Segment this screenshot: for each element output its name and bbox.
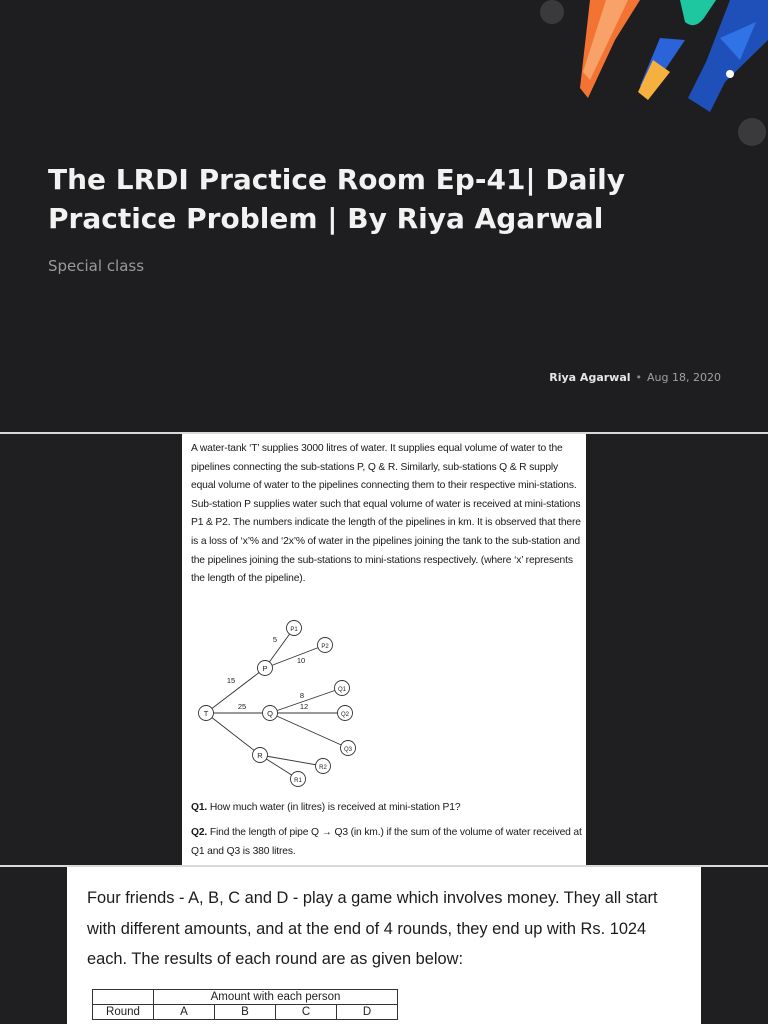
- edge-label-TQ: 25: [237, 702, 247, 711]
- node-P: P: [262, 664, 268, 673]
- node-Q: Q: [267, 709, 273, 718]
- question-1: [191, 799, 583, 818]
- edge-label-QQ1: 8: [299, 691, 305, 700]
- table-corner-cell: [93, 990, 154, 1005]
- column-header-b: B: [215, 1005, 276, 1020]
- class-type-label: Special class: [48, 257, 145, 275]
- node-T: T: [203, 709, 209, 718]
- edge-label-PP1: 5: [272, 635, 278, 644]
- edge-label-QQ2: 12: [299, 702, 309, 711]
- problem-statement: A water-tank ‘T’ supplies 3000 litres of water. It supplies equal volume of water to the pipelines connecting the sub-stations P, Q & R. Similarly, sub-stations Q & R supply equal volume of water to the pipelines connecting them to their respective mini-stations. Sub-station P supplies water such that equal volume of water is received at mini-stations P1 & P2. The numbers indicate the length of the pipelines in km. It is observed that there is a loss of ‘x’% and ‘2x’% of water in the pipelines joining the tank to the sub-station and the pipelines joining the sub-stations to mini-stations respectively. (where ‘x’ represents the length of the pipeline).: [191, 443, 581, 585]
- node-R2: R2: [319, 765, 327, 771]
- node-P2: P2: [321, 644, 329, 650]
- author-name[interactable]: Riya Agarwal: [549, 371, 631, 384]
- node-R1: R1: [294, 778, 302, 784]
- column-header-c: C: [276, 1005, 337, 1020]
- column-header-d: D: [337, 1005, 398, 1020]
- problem-statement-2: Four friends - A, B, C and D - play a game which involves money. They all start with different amounts, and at the end of 4 rounds, they end up with Rs. 1024 each. The results of each round are as given below:: [87, 889, 658, 968]
- rounds-table: [92, 989, 398, 1020]
- class-title: The LRDI Practice Room Ep-41| Daily Practice Problem | By Riya Agarwal: [48, 163, 625, 235]
- question-1-label: Q1.: [191, 802, 208, 813]
- node-Q2: Q2: [340, 712, 350, 718]
- question-1-text: How much water (in litres) is received at mini-station P1?: [209, 802, 461, 813]
- problem-paragraph: [191, 440, 583, 589]
- problem-slide-water-tank: [0, 434, 768, 867]
- problem-sheet-2: [67, 867, 701, 1024]
- question-2-label: Q2.: [191, 827, 208, 838]
- meta-separator: •: [635, 371, 643, 384]
- node-P1: P1: [290, 627, 298, 633]
- column-header-a: A: [154, 1005, 215, 1020]
- class-date: Aug 18, 2020: [647, 371, 721, 384]
- title-slide: [0, 0, 768, 434]
- table-group-header: Amount with each person: [154, 990, 398, 1005]
- node-Q1: Q1: [337, 687, 347, 693]
- problem-sheet: [182, 434, 586, 865]
- edge-label-TP: 15: [226, 676, 236, 685]
- question-2: [191, 824, 583, 861]
- question-2-text: Find the length of pipe Q → Q3 (in km.) if the sum of the volume of water received at Q1 and Q3 is 380 litres.: [191, 827, 582, 857]
- class-meta: [549, 371, 721, 384]
- column-header-round: Round: [93, 1005, 154, 1020]
- problem-slide-money-game: [0, 867, 768, 1024]
- edge-label-PP2: 10: [296, 656, 306, 665]
- pencil-decoration-icon: [520, 0, 768, 150]
- pipeline-network-diagram: [182, 612, 586, 802]
- node-R: R: [257, 751, 263, 760]
- node-Q3: Q3: [343, 747, 353, 753]
